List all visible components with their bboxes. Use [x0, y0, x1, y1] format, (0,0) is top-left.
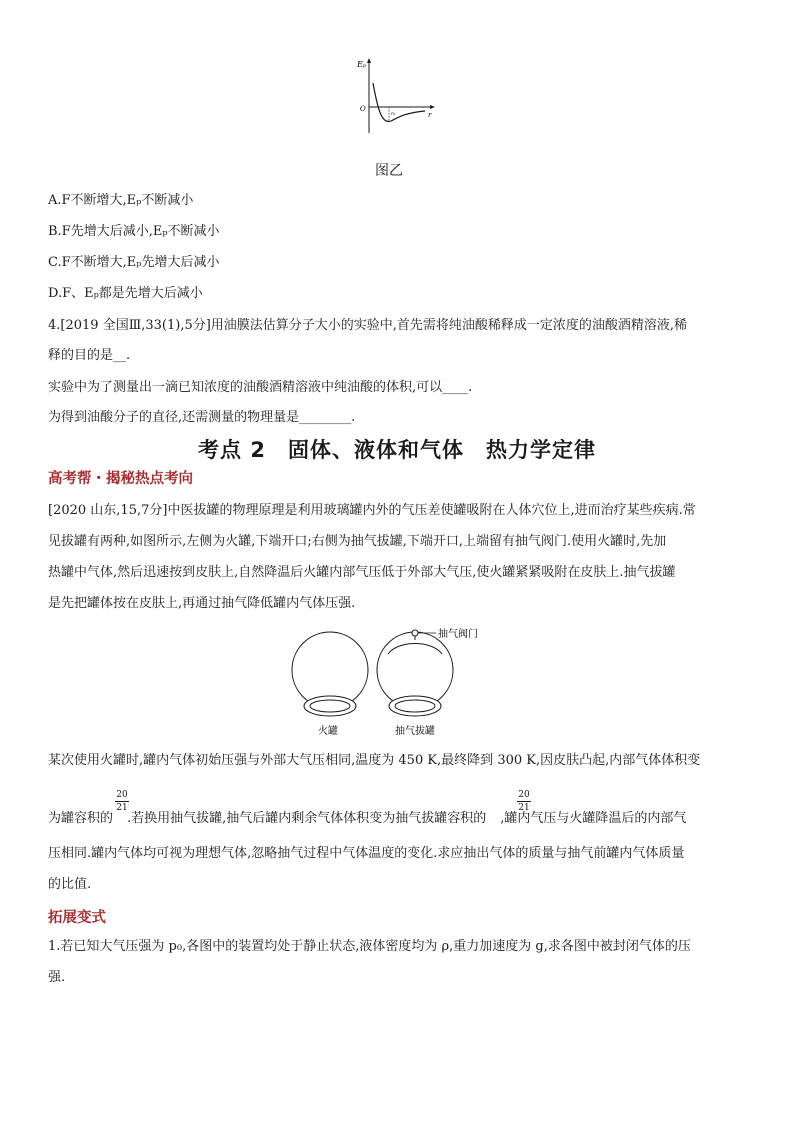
fire-jar-label: 火罐: [318, 726, 338, 737]
option-a: A.F不断增大,Eₚ不断减小: [48, 193, 194, 208]
problem-line3: 热罐中气体,然后迅速按到皮肤上,自然降温后火罐内部气压低于外部大气压,使火罐紧紧吸附在皮肤上.抽气拔罐: [48, 565, 676, 580]
fraction-2: [517, 790, 531, 813]
option-b: B.F先增大后减小,Eₚ不断减小: [48, 224, 220, 239]
figure-caption: 图乙: [375, 163, 403, 179]
ext-line2: 强.: [48, 970, 66, 985]
problem-line2: 见拔罐有两种,如图所示,左侧为火罐,下端开口;右侧为抽气拔罐,下端开口,上端留有抽气阀门.使用火罐时,先加: [48, 534, 667, 549]
fraction-1-den: 21: [116, 803, 128, 813]
q4-line1: 4.[2019 全国Ⅲ,33(1),5分]用油膜法估算分子大小的实验中,首先需将纯油酸稀释成一定浓度的油酸酒精溶液,稀: [48, 318, 688, 333]
fraction-2-num: 20: [518, 790, 530, 800]
r0-label: r₀: [391, 111, 396, 117]
origin-label: O: [360, 105, 366, 113]
section-title: 考点 2 固体、液体和气体 热力学定律: [198, 438, 596, 462]
option-d: D.F、Eₚ都是先增大后减小: [48, 286, 203, 301]
q4-line4: 为得到油酸分子的直径,还需测量的物理量是________.: [48, 410, 356, 425]
q4-line3: 实验中为了测量出一滴已知浓度的油酸酒精溶液中纯油酸的体积,可以____.: [48, 380, 473, 395]
option-c: C.F不断增大,Eₚ先增大后减小: [48, 255, 220, 270]
pump-jar-label: 抽气拔罐: [395, 726, 435, 737]
problem-line4: 是先把罐体按在皮肤上,再通过抽气降低罐内气体压强.: [48, 596, 356, 611]
extension-heading: 拓展变式: [48, 910, 106, 926]
axis-y-label: Eₚ: [357, 60, 367, 69]
problem-line5: 某次使用火罐时,罐内气体初始压强与外部大气压相同,温度为 450 K,最终降到 300 K,因皮肤凸起,内部气体体积变: [48, 753, 701, 768]
line6-part-a: 为罐容积的: [48, 811, 114, 826]
line6-part-c: ,罐内气压与火罐降温后的内部气: [500, 811, 687, 826]
ext-line1: 1.若已知大气压强为 p₀,各图中的装置均处于静止状态,液体密度均为 ρ,重力加速度为 g,求各图中被封闭气体的压: [48, 939, 691, 954]
hot-topics-heading: 高考帮・揭秘热点考向: [48, 471, 193, 487]
fraction-2-den: 21: [518, 803, 530, 813]
problem-line8: 的比值.: [48, 877, 92, 892]
cupping-jars-figure: [288, 624, 498, 742]
fraction-1-num: 20: [116, 790, 128, 800]
problem-line6: [48, 810, 686, 828]
line6-part-b: .若换用抽气拔罐,抽气后罐内剩余气体体积变为抽气拔罐容积的: [127, 811, 487, 826]
potential-energy-graph: [355, 55, 435, 135]
valve-label: 抽气阀门: [438, 629, 478, 640]
problem-line7: 压相同.罐内气体均可视为理想气体,忽略抽气过程中气体温度的变化.求应抽出气体的质量与抽气前罐内气体质量: [48, 846, 685, 861]
axis-x-label: r: [428, 111, 432, 119]
fraction-1: [115, 790, 129, 813]
problem-line1: [2020 山东,15,7分]中医拔罐的物理原理是利用玻璃罐内外的气压差使罐吸附在人体穴位上,进而治疗某些疾病.常: [48, 503, 696, 518]
q4-line2: 释的目的是__.: [48, 348, 131, 363]
